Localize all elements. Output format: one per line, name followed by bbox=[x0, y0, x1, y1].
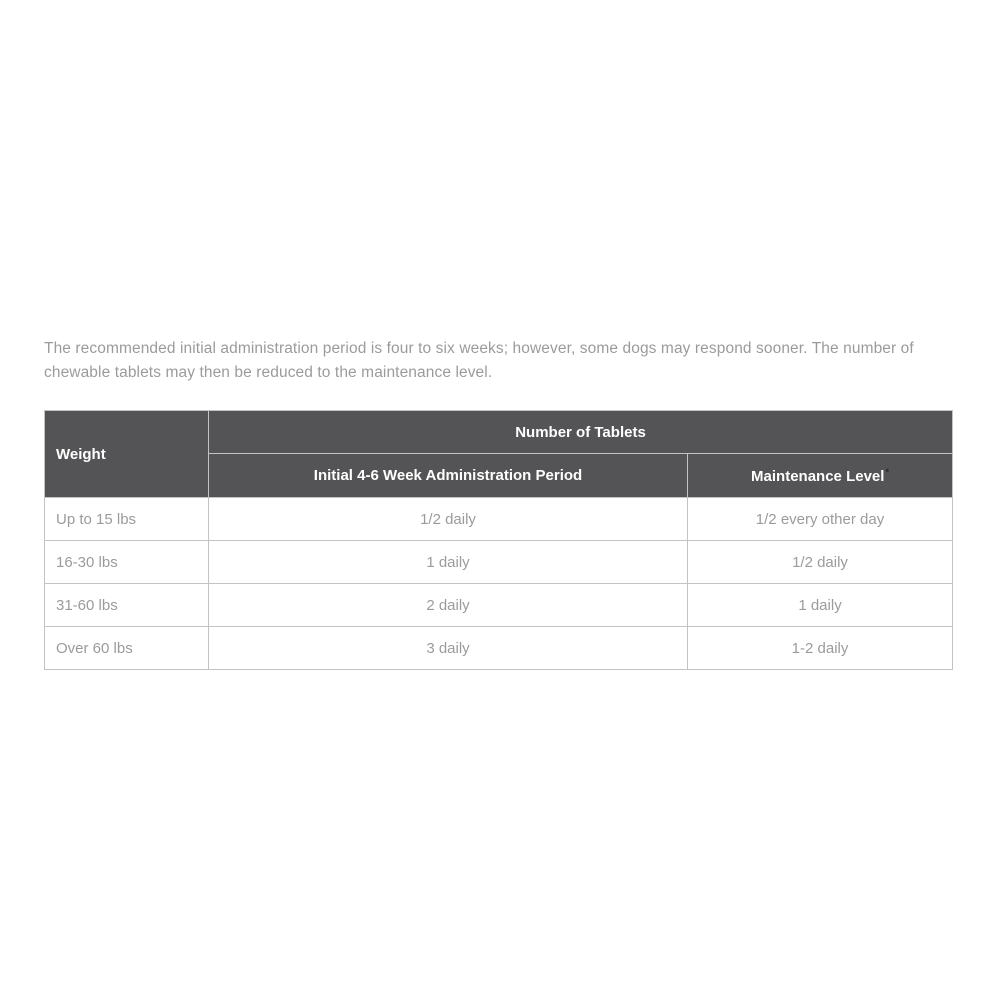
weight-cell: Up to 15 lbs bbox=[45, 498, 209, 541]
initial-cell: 2 daily bbox=[209, 584, 688, 627]
dosage-table bbox=[44, 410, 953, 670]
maintenance-cell: 1 daily bbox=[688, 584, 953, 627]
weight-cell: Over 60 lbs bbox=[45, 627, 209, 670]
maintenance-cell: 1-2 daily bbox=[688, 627, 953, 670]
maintenance-level-label: Maintenance Level bbox=[751, 467, 885, 485]
initial-cell: 3 daily bbox=[209, 627, 688, 670]
table-row bbox=[45, 541, 953, 584]
number-of-tablets-group-header: Number of Tablets bbox=[209, 411, 953, 454]
maintenance-cell: 1/2 daily bbox=[688, 541, 953, 584]
weight-column-header: Weight bbox=[45, 411, 209, 498]
initial-period-column-header: Initial 4-6 Week Administration Period bbox=[209, 454, 688, 498]
maintenance-level-column-header bbox=[688, 454, 953, 498]
intro-paragraph: The recommended initial administration period is four to six weeks; however, some dogs may respond sooner. The number of chewable tablets may then be reduced to the maintenance level. bbox=[44, 340, 914, 381]
header-row-top bbox=[45, 411, 953, 454]
footnote-marker: * bbox=[885, 466, 889, 477]
table-row bbox=[45, 498, 953, 541]
weight-cell: 31-60 lbs bbox=[45, 584, 209, 627]
table-row bbox=[45, 627, 953, 670]
initial-cell: 1 daily bbox=[209, 541, 688, 584]
maintenance-cell: 1/2 every other day bbox=[688, 498, 953, 541]
weight-cell: 16-30 lbs bbox=[45, 541, 209, 584]
initial-cell: 1/2 daily bbox=[209, 498, 688, 541]
table-row bbox=[45, 584, 953, 627]
